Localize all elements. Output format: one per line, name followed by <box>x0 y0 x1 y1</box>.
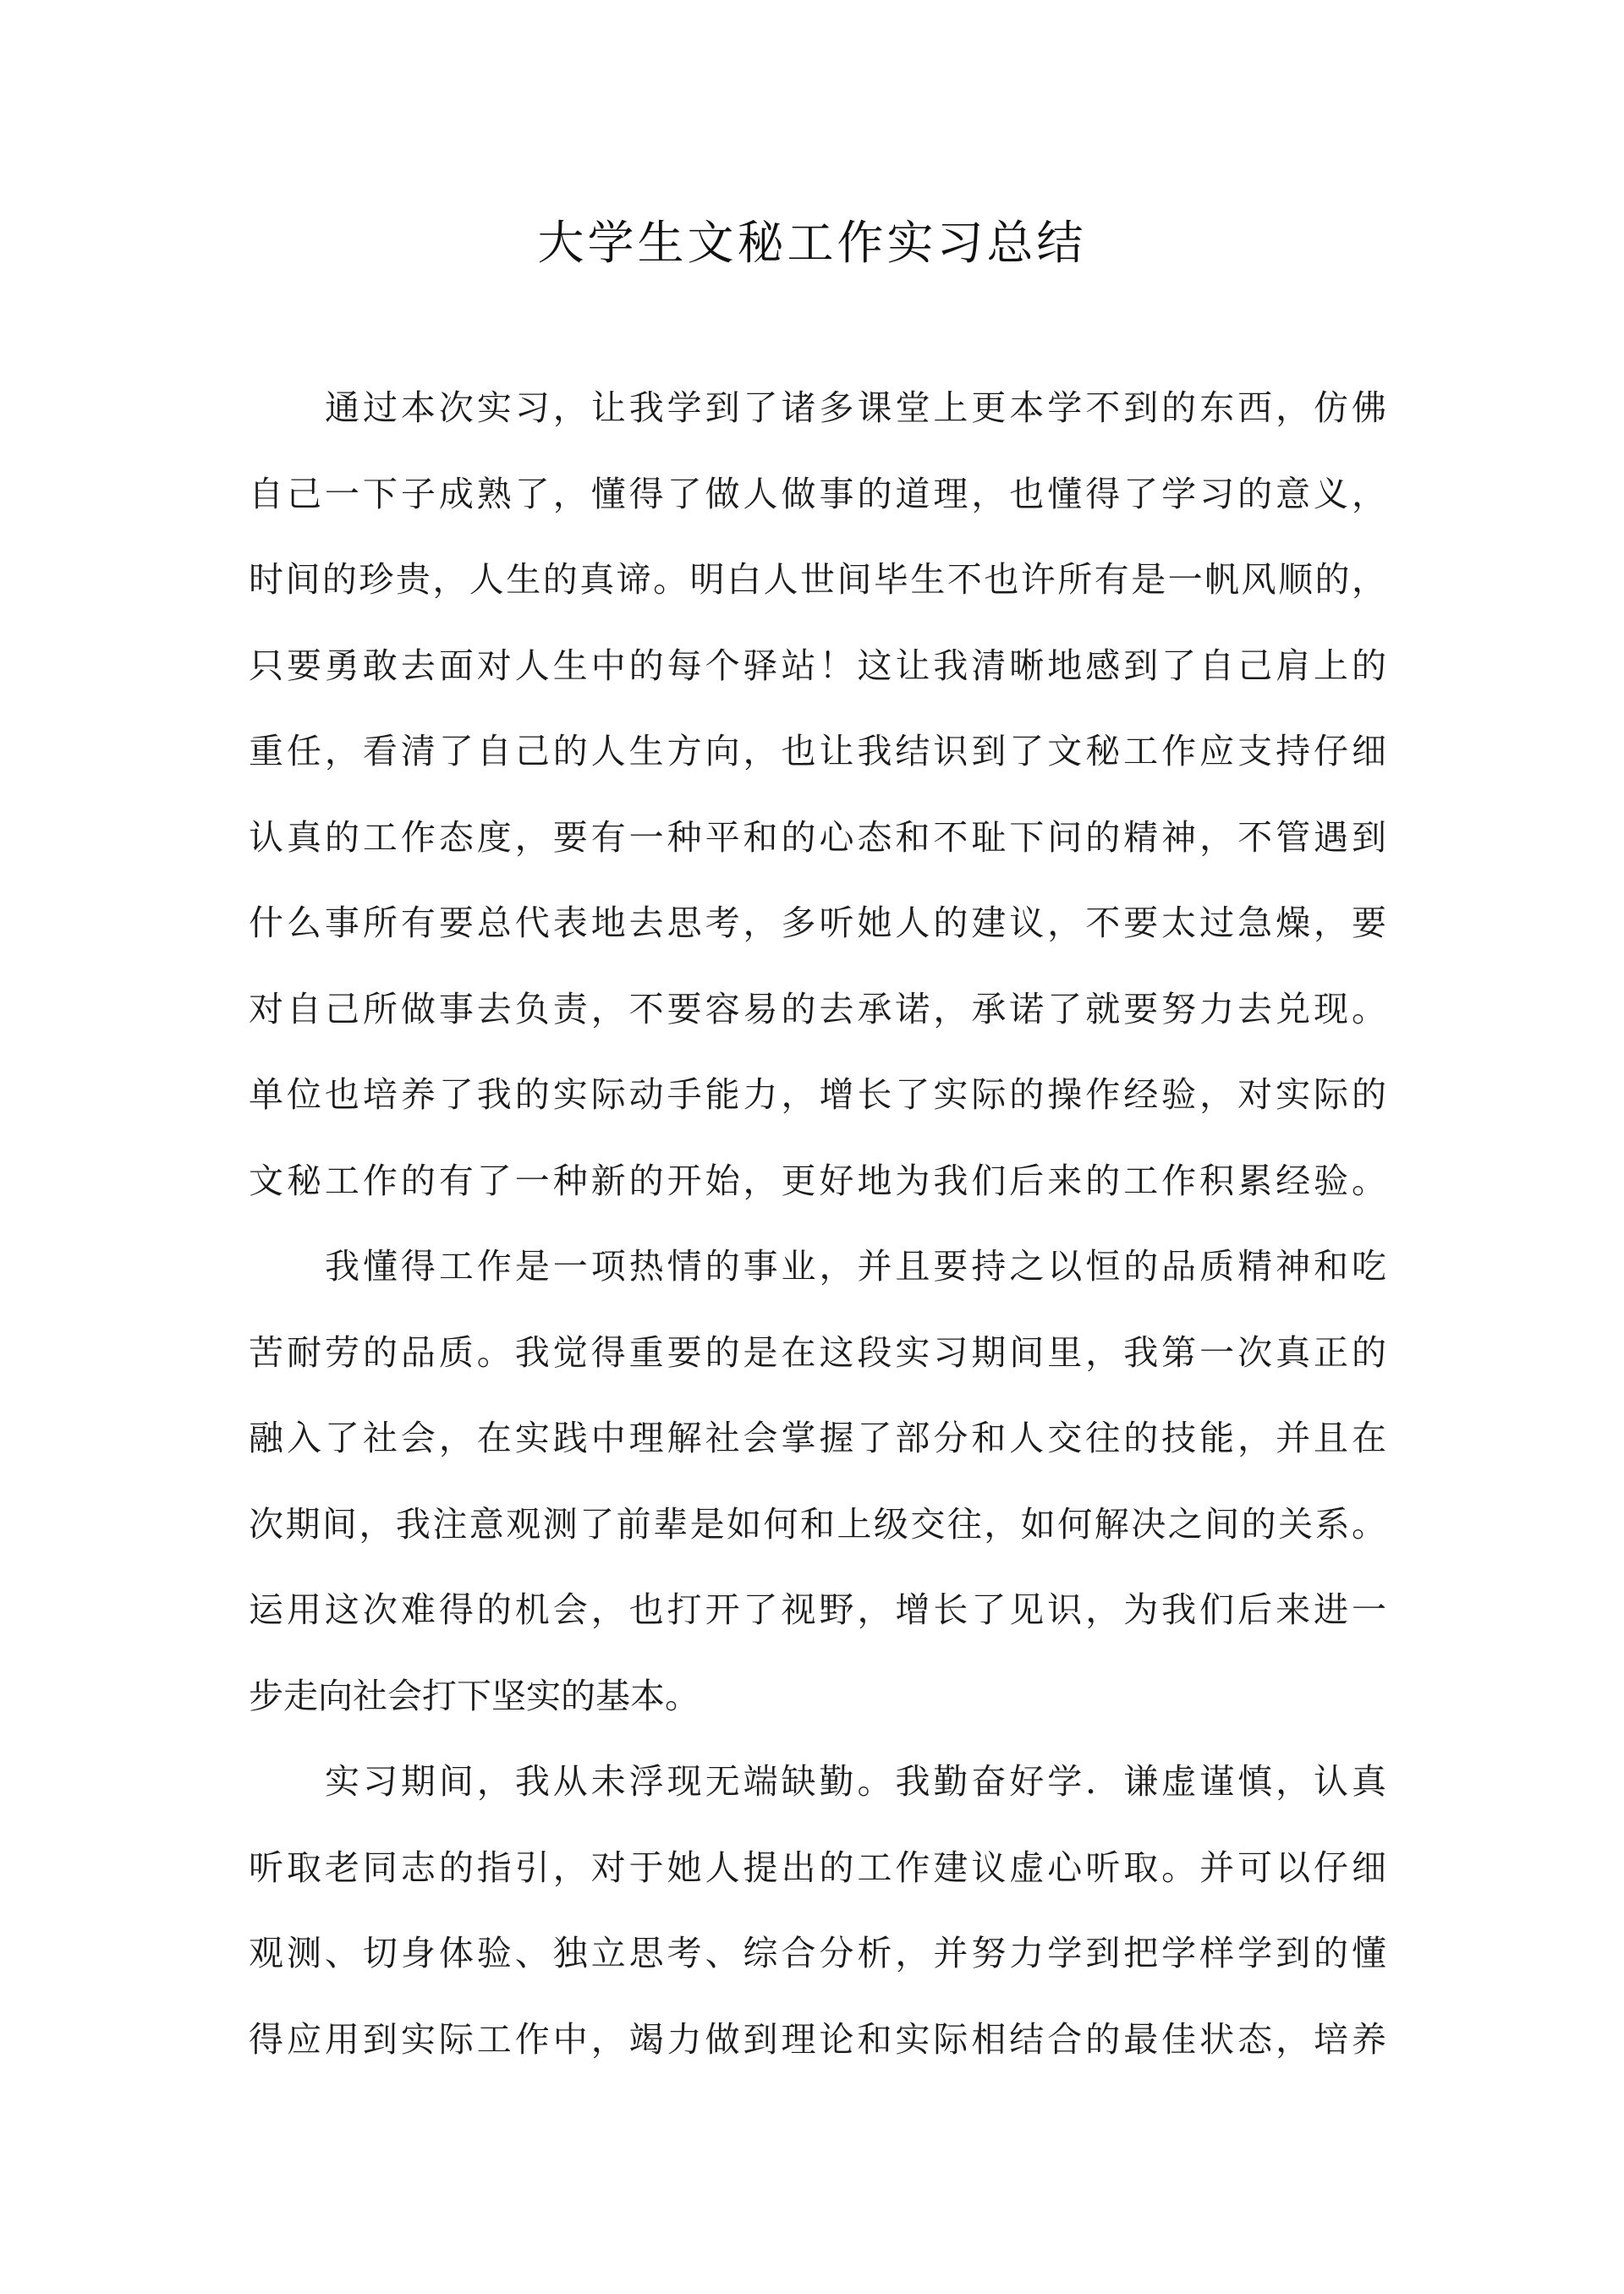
text-line: 运用这次难得的机会，也打开了视野，增长了见识，为我们后来进一 <box>249 1589 1386 1630</box>
text-line: 文秘工作的有了一种新的开始，更好地为我们后来的工作积累经验。 <box>249 1160 1386 1201</box>
text-line: 什么事所有要总代表地去思考，多听她人的建议，不要太过急燥，要 <box>249 903 1386 943</box>
text-line: 对自己所做事去负责，不要容易的去承诺，承诺了就要努力去兑现。 <box>249 988 1386 1029</box>
text-line: 自己一下子成熟了，懂得了做人做事的道理，也懂得了学习的意义， <box>249 473 1386 514</box>
text-line: 实习期间，我从未浮现无端缺勤。我勤奋好学．谦虚谨慎，认真 <box>325 1761 1386 1802</box>
paragraph-2 <box>249 1241 1386 1756</box>
text-line: 单位也培养了我的实际动手能力，增长了实际的操作经验，对实际的 <box>249 1074 1386 1115</box>
text-line: 次期间，我注意观测了前辈是如何和上级交往，如何解决之间的关系。 <box>249 1503 1386 1545</box>
text-line: 步走向社会打下坚实的基本。 <box>249 1675 700 1716</box>
text-line: 我懂得工作是一项热情的事业，并且要持之以恒的品质精神和吃 <box>325 1246 1386 1287</box>
text-line: 得应用到实际工作中，竭力做到理论和实际相结合的最佳状态，培养 <box>249 2018 1386 2060</box>
text-line: 重任，看清了自己的人生方向，也让我结识到了文秘工作应支持仔细 <box>249 731 1386 771</box>
text-line: 时间的珍贵，人生的真谛。明白人世间毕生不也许所有是一帆风顺的， <box>249 559 1386 600</box>
document-body <box>249 382 1386 2099</box>
text-line: 观测、切身体验、独立思考、综合分析，并努力学到把学样学到的懂 <box>249 1933 1386 1973</box>
text-line: 苦耐劳的品质。我觉得重要的是在这段实习期间里，我第一次真正的 <box>249 1331 1386 1373</box>
text-line: 通过本次实习，让我学到了诸多课堂上更本学不到的东西，仿佛 <box>325 387 1386 428</box>
text-line: 听取老同志的指引，对于她人提出的工作建议虚心听取。并可以仔细 <box>249 1847 1386 1888</box>
text-line: 认真的工作态度，要有一种平和的心态和不耻下问的精神，不管遇到 <box>249 816 1386 858</box>
document-title: 大学生文秘工作实习总结 <box>537 216 1087 270</box>
paragraph-1 <box>249 382 1386 1241</box>
text-line: 只要勇敢去面对人生中的每个驿站！这让我清晰地感到了自己肩上的 <box>249 645 1386 686</box>
paragraph-3 <box>249 1756 1386 2099</box>
text-line: 融入了社会，在实践中理解社会掌握了部分和人交往的技能，并且在 <box>249 1418 1386 1458</box>
